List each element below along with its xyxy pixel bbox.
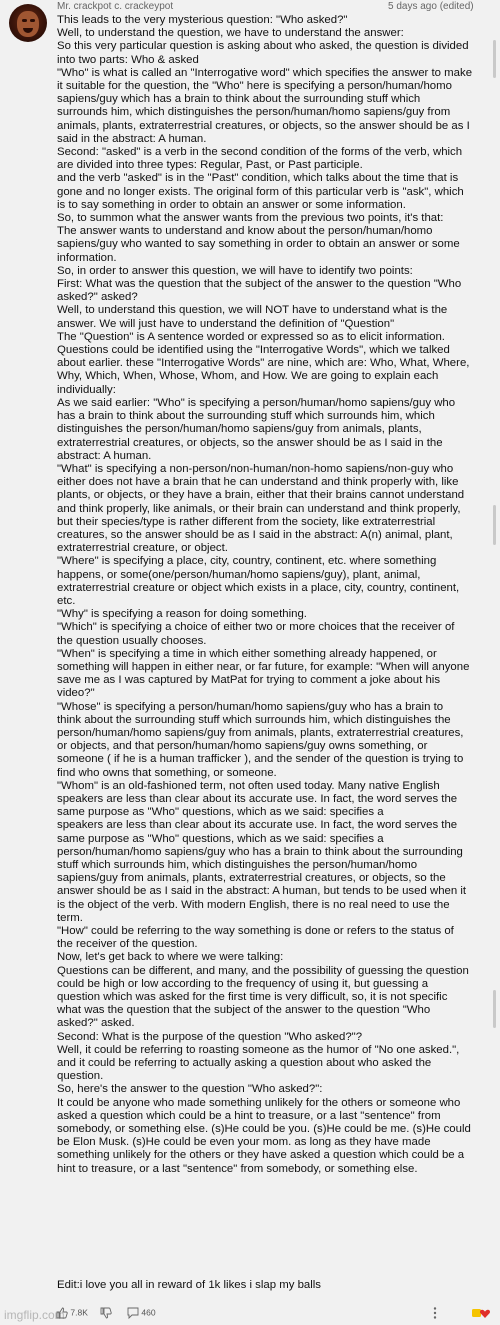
comment-line: it suitable for the question, the "Who" here is specifying a person/human/homo (57, 80, 452, 93)
comment-line: someone ( if he is a human trafficker ), and the sender of the question is trying to (57, 753, 464, 766)
thumbs-up-icon (56, 1307, 68, 1319)
comment-line: So, in order to answer this question, we will have to identify two points: (57, 264, 413, 277)
comment-line: and it could be referring to actually asking a question about who asked the (57, 1057, 432, 1070)
scrollbar-segment-1[interactable] (493, 40, 496, 78)
comment-line: "When" is specifying a time in which either something already happened, or (57, 647, 437, 660)
comment-line: plants, or objects, or they have a brain, either that their brains cannot understand (57, 489, 465, 502)
comment-line: So this very particular question is asking about who asked, the question is divided (57, 40, 469, 53)
comment-line: So, here's the answer to the question "Who asked?": (57, 1083, 323, 1096)
comment-line: surrounds him, which distinguishes the person/human/homo sapiens/guy from (57, 106, 451, 119)
comment-line: same purpose as "Who" questions, which as we said: specifies a (57, 832, 384, 845)
more-vert-icon (432, 1306, 438, 1320)
comment-line: question which was asked for the first time is very difficult, so, it is not specific (57, 991, 448, 1004)
comment-line: and think properly, like animals, or their brain can understand and think properly, (57, 502, 461, 515)
comment-line: So, to summon what the answer wants from the previous two points, it's that: (57, 212, 444, 225)
comment-line: answer should be as I said in the abstract: A human, but tends to be used when it (57, 885, 467, 898)
comment-line: hint to treasure, or a last "sentence" from somebody, or something else. (57, 1162, 418, 1175)
comment-line: Second: "asked" is a verb in the second condition of the forms of the verb, which (57, 146, 463, 159)
comment-line: is the object of the verb. With modern English, there is no real need to use the (57, 898, 450, 911)
comment-line: "Which" is specifying a choice of either two or more choices that the receiver of (57, 621, 455, 634)
comment-line: Why, Which, When, Whose, Whom, and How. We are going to explain each (57, 370, 439, 383)
comment-line: stuff which surrounds him, which distinguishes the person/human/homo (57, 859, 418, 871)
comment-line: "Why" is specifying a reason for doing something. (57, 608, 307, 621)
comment-line: asked a question which could be a hint to treasure, or a last "sentence" from (57, 1109, 441, 1122)
comment-timestamp: 5 days ago (edited) (388, 1, 474, 12)
comment-line: sapiens/guy which has a brain to think about the surrounding stuff which (57, 93, 421, 106)
comment-line: sapiens/guy who wanted to say something in order to obtain an answer or some (57, 238, 460, 251)
comment-line: said in the abstract: A human. (57, 132, 207, 145)
comment-line: somebody, or something else. (s)He could be you. (s)He could be me. (s)He could (57, 1123, 471, 1136)
comment-line: save me as I was captured by MatPat for trying to comment a joke about his (57, 674, 441, 687)
comment-line: Questions could be identified using the "Interrogative Words", which we talked (57, 344, 450, 357)
comment-line: think about the surrounding stuff which surrounds him, which distinguishes the (57, 713, 451, 726)
comment-line: extraterrestrial creature or object which exists in a place, city, country, continent, (57, 581, 460, 594)
comment-line: are divided into three types: Regular, Past, or Past participle. (57, 159, 363, 172)
comment-line: etc. (57, 594, 76, 607)
comment-line: about earlier. these "Interrogative Words" are nine, which are: Who, What, Where, (57, 357, 470, 370)
thumbs-down-icon (100, 1307, 112, 1319)
comment-line: Now, let's get back to where we were talking: (57, 951, 284, 964)
comment-line: This leads to the very mysterious question: "Who asked?" (57, 14, 348, 26)
comment-line: what was the question that the subject of the answer to the question "Who (57, 1004, 431, 1017)
comment-body (57, 14, 485, 1176)
comment-line: term. (57, 911, 83, 924)
like-button[interactable] (56, 1307, 88, 1319)
comment-line: The "Question" is A sentence worded or expressed so as to elicit information. (57, 330, 445, 343)
comment-line: is to say something in order to obtain an answer or some information. (57, 198, 406, 211)
comment-line: Well, it could be referring to roasting someone as the humor of "No one asked.", (57, 1043, 460, 1056)
comment-line: answer. We will just have to understand the definition of "Question" (57, 317, 395, 330)
comment-line: It could be anyone who made something unlikely for the others or someone who (57, 1096, 461, 1109)
like-count: 7.8K (70, 1307, 88, 1318)
comment-line: something will happen in either near, or far future, for example: "When will anyone (57, 660, 470, 673)
comment-line: distinguishes the person/human/homo sapiens/guy from animals, plants, (57, 423, 422, 436)
dislike-button[interactable] (100, 1307, 112, 1319)
comment-line: video?" (57, 687, 95, 700)
comment-line: Second: What is the purpose of the question "Who asked?"? (57, 1030, 363, 1043)
comment-line: has a brain to think about the surrounding stuff which surrounds him, which (57, 410, 435, 423)
comment-line: could be high or low according to the frequency of using it, but guessing a (57, 977, 429, 990)
comment-line: person/human/homo sapiens/guy from animals, plants, extraterrestrial creatures, (57, 726, 464, 739)
comment-line: but their species/type is rather different from the society, like extraterrestrial (57, 515, 436, 528)
reply-count: 460 (141, 1307, 156, 1318)
comment-line: information. (57, 251, 117, 264)
comment-line: individually: (57, 383, 116, 396)
comment-line: "How" could be referring to the way something is done or refers to the status of (57, 925, 454, 938)
comment-line: creatures, so the answer should be as I said in the abstract: A(n) animal, plant, (57, 528, 453, 541)
comment-line: same purpose as "Who" questions, which as we said: specifies a (57, 806, 384, 819)
reply-icon (127, 1307, 139, 1319)
comment-line: Questions can be different, and many, and the possibility of guessing the question (57, 964, 469, 977)
comment-action-bar (0, 1306, 500, 1322)
comment-line: question. (57, 1070, 104, 1083)
comment-line: "Whose" is specifying a person/human/homo sapiens/guy who has a brain to (57, 700, 444, 713)
comment-line: speakers are less than clear about its accurate use. In fact, the word serves the (57, 819, 458, 832)
comment-line: into two parts: Who & asked (57, 53, 199, 66)
heart-icon (472, 1306, 492, 1320)
creator-heart-badge (472, 1306, 492, 1320)
comment-line: "Where" is specifying a place, city, country, continent, etc. where something (57, 555, 437, 568)
comment-line: the question usually chooses. (57, 634, 207, 647)
comment-edit-note: Edit:i love you all in reward of 1k likes i slap my balls (57, 1279, 321, 1291)
comment-line: First: What was the question that the subject of the answer to the question "Who (57, 278, 462, 291)
comment-line: extraterrestrial creature, or object. (57, 542, 228, 555)
comment-line: gone and no longer exists. The original form of this particular verb is "ask", which (57, 185, 464, 198)
comment-line: speakers are less than clear about its accurate use. In fact, the word serves the (57, 792, 458, 805)
comment-line: find who owns that something, or someone. (57, 766, 277, 779)
comment-line: something unlikely for the others or they have asked a question which could be a (57, 1149, 465, 1162)
comment-line: Well, to understand this question, we will NOT have to understand what is the (57, 304, 448, 317)
comment-line: animals, plants, extraterrestrial creatures, or objects, so the answer should be as I (57, 119, 470, 132)
comment-line: Well, to understand the question, we have to understand the answer: (57, 27, 404, 40)
more-options-button[interactable] (432, 1306, 438, 1320)
imgflip-watermark: imgflip.com (4, 1308, 65, 1322)
comment-line: extraterrestrial creatures, or objects, so the answer should be as I said in the (57, 436, 443, 449)
comment-line: "Whom" is an old-fashioned term, not often used today. Many native English (57, 779, 440, 792)
comment-line: happens, or some(one/person/human/homo sapiens/guy), plant, animal, (57, 568, 421, 581)
comment-author[interactable]: Mr. crackpot c. crackeypot (57, 1, 174, 12)
comment-line: "Who" is what is called an "Interrogative word" which specifies the answer to make (57, 66, 473, 79)
comment-line: be Elon Musk. (s)He could be even your mom. as long as they have made (57, 1136, 431, 1149)
comment-line: As we said earlier: "Who" is specifying a person/human/homo sapiens/guy who (57, 396, 456, 409)
comment-line: abstract: A human. (57, 449, 152, 462)
reply-button[interactable] (127, 1307, 156, 1319)
comment-line: sapiens/guy from animals, plants, extraterrestrial creatures, or objects, so the (57, 872, 446, 885)
comment-line: the receiver of the question. (57, 938, 198, 951)
comment-line: asked?" asked. (57, 1017, 135, 1030)
scrollbar-segment-2[interactable] (493, 505, 496, 545)
comment-line: asked?" asked? (57, 291, 138, 304)
comment-line: and the verb "asked" is in the "Past" condition, which talks about the time that is (57, 172, 459, 185)
comment-line: The answer wants to understand and know about the person/human/homo (57, 225, 433, 238)
author-avatar[interactable] (9, 4, 47, 42)
comment-line: "What" is specifying a non-person/non-human/non-homo sapiens/non-guy who (57, 462, 454, 475)
comment-line: either does not have a brain that he can understand and think properly with, like (57, 476, 459, 489)
scrollbar-segment-3[interactable] (493, 990, 496, 1028)
comment-line: or objects, and that person/human/homo sapiens/guy owns something, or (57, 740, 428, 753)
comment-line: person/human/homo sapiens/guy who has a brain to think about the surrounding (57, 845, 463, 858)
